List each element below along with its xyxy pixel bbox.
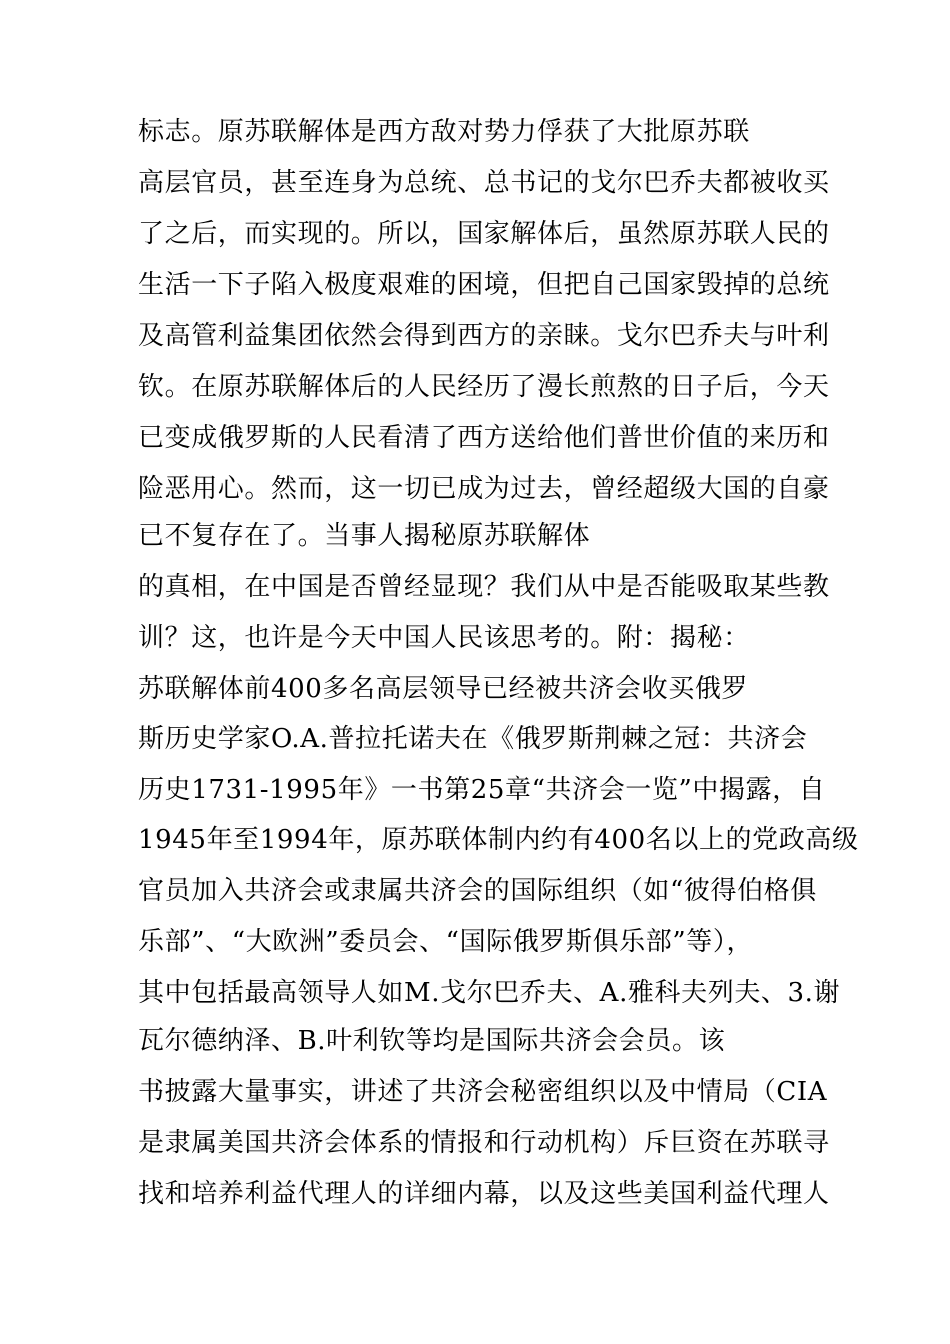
paragraph-line: 了之后，而实现的。所以，国家解体后，虽然原苏联人民的 [138,219,830,249]
paragraph-line: 标志。原苏联解体是西方敌对势力俘获了大批原苏联 [138,117,750,147]
paragraph-line: 找和培养利益代理人的详细内幕，以及这些美国利益代理人 [138,1179,830,1209]
paragraph-line: 斯历史学家O.A.普拉托诺夫在《俄罗斯荆棘之冠：共济会 [138,724,808,754]
paragraph-line: 其中包括最高领导人如M.戈尔巴乔夫、A.雅科夫列夫、3.谢 [138,978,841,1008]
paragraph-line: 及高管利益集团依然会得到西方的亲睐。戈尔巴乔夫与叶利 [138,321,830,351]
paragraph-line: 钦。在原苏联解体后的人民经历了漫长煎熬的日子后，今天 [138,372,830,402]
paragraph-line: 训？这，也许是今天中国人民该思考的。附：揭秘： [138,623,750,653]
paragraph-line: 已变成俄罗斯的人民看清了西方送给他们普世价值的来历和 [138,423,830,453]
paragraph-line: 生活一下子陷入极度艰难的困境，但把自己国家毁掉的总统 [138,270,830,300]
paragraph-line: 乐部”、“大欧洲”委员会、“国际俄罗斯俱乐部”等）， [138,927,754,957]
paragraph-line: 瓦尔德纳泽、B.叶利钦等均是国际共济会会员。该 [138,1026,726,1056]
paragraph-line: 官员加入共济会或隶属共济会的国际组织（如“彼得伯格俱 [138,876,817,906]
paragraph-line: 1945年至1994年，原苏联体制内约有400名以上的党政高级 [138,825,859,855]
paragraph-line: 已不复存在了。当事人揭秘原苏联解体 [138,521,591,551]
paragraph-line: 是隶属美国共济会体系的情报和行动机构）斥巨资在苏联寻 [138,1128,830,1158]
paragraph-line: 险恶用心。然而，这一切已成为过去，曾经超级大国的自豪 [138,474,830,504]
paragraph-line: 历史1731-1995年》一书第25章“共济会一览”中揭露，自 [138,775,826,805]
paragraph-line: 高层官员，甚至连身为总统、总书记的戈尔巴乔夫都被收买 [138,168,830,198]
paragraph-line: 书披露大量事实，讲述了共济会秘密组织以及中情局（CIA [138,1077,828,1107]
paragraph-line: 的真相，在中国是否曾经显现？我们从中是否能吸取某些教 [138,572,830,602]
paragraph-line: 苏联解体前400多名高层领导已经被共济会收买俄罗 [138,674,749,704]
